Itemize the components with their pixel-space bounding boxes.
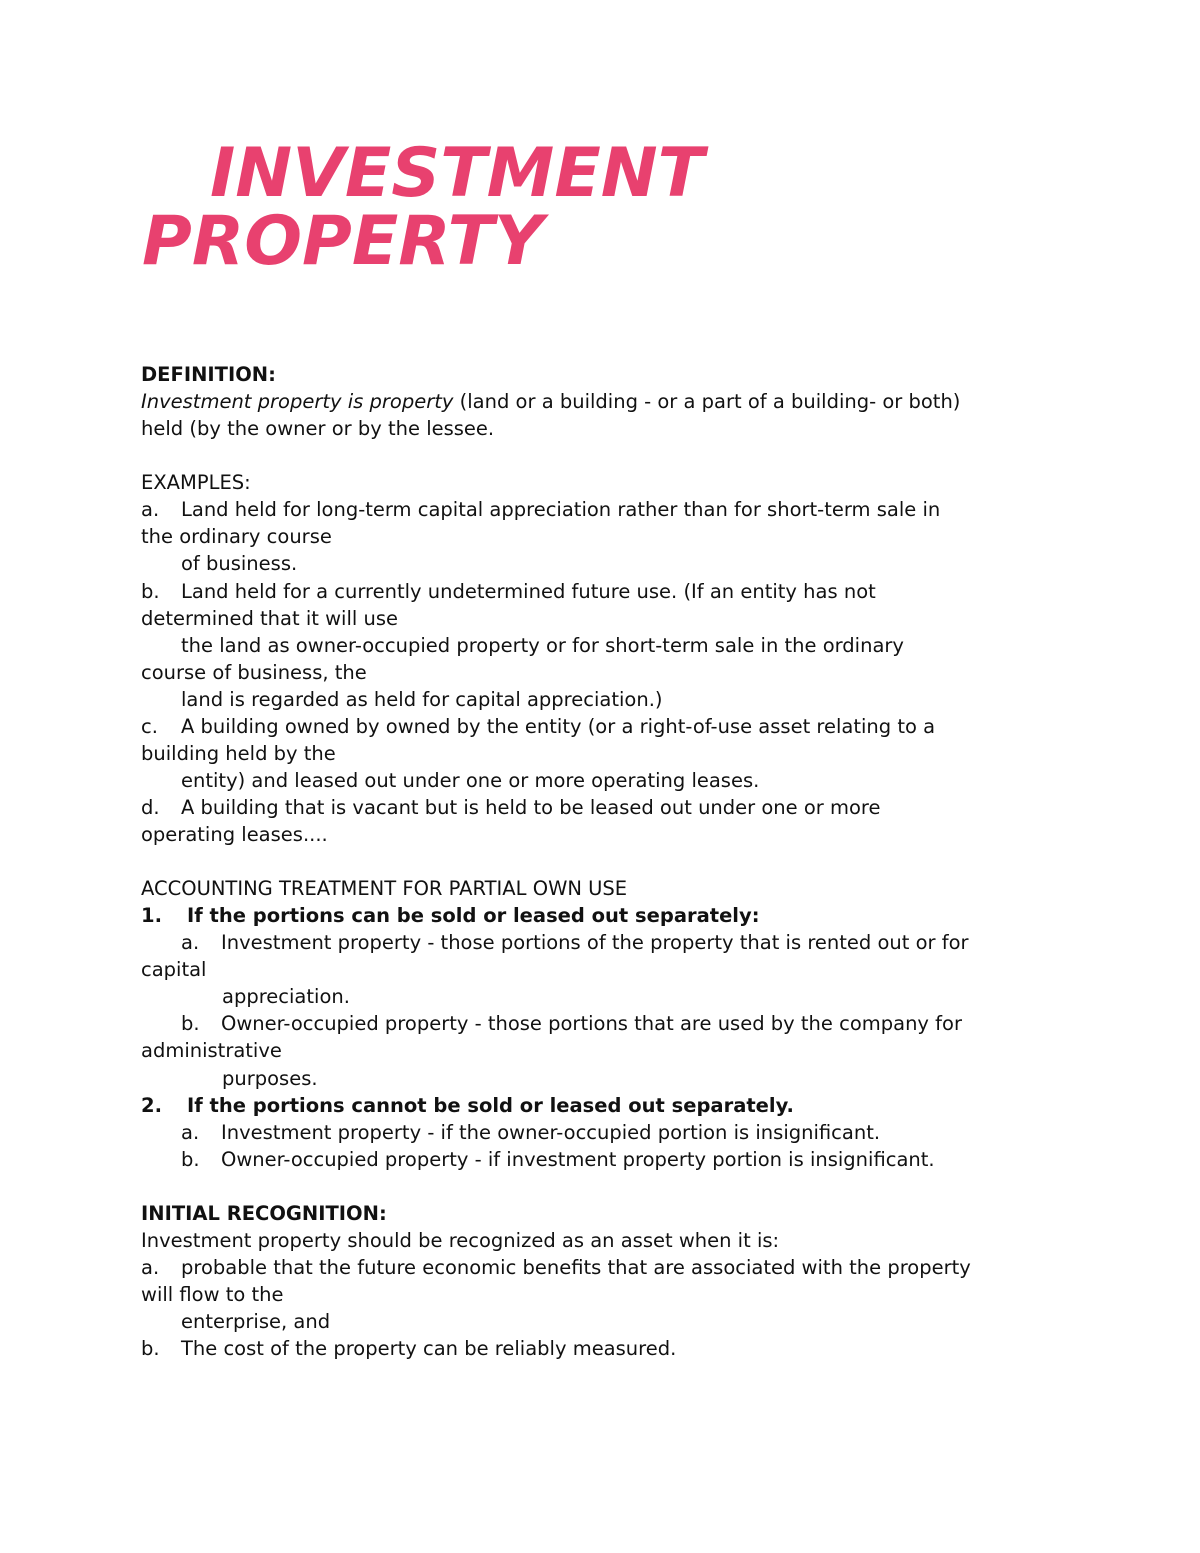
example-item-c-cont: entity) and leased out under one or more operating leases. (181, 769, 760, 792)
initial-recognition-intro: Investment property should be recognized as an asset when it is: (141, 1229, 780, 1252)
accounting-case-1-item-a-cont: appreciation. (222, 985, 350, 1008)
example-item-b-cont: land is regarded as held for capital appreciation.) (181, 688, 663, 711)
list-item-text: Land held for long-term capital appreciation rather than for short-term sale in (181, 498, 941, 521)
definition-heading: DEFINITION: (141, 363, 276, 386)
example-item-c-cont: building held by the (141, 742, 336, 765)
accounting-case-1-item-a-cont: capital (141, 958, 207, 981)
accounting-case-1-item-a (181, 930, 969, 956)
definition-line-1-rest: (land or a building - or a part of a building- or both) (453, 390, 961, 413)
example-item-c (141, 714, 935, 740)
examples-heading: EXAMPLES: (141, 471, 251, 494)
recognition-item-b (141, 1336, 676, 1362)
list-item-text: Investment property - if the owner-occupied portion is insignificant. (221, 1121, 881, 1144)
accounting-case-1-item-b-cont: administrative (141, 1039, 282, 1062)
list-marker: a. (141, 1256, 160, 1279)
list-marker: b. (181, 1012, 200, 1035)
example-item-a-cont: of business. (181, 552, 298, 575)
list-item-text: Investment property - those portions of the property that is rented out or for (221, 931, 969, 954)
accounting-case-1-item-b-cont: purposes. (222, 1067, 318, 1090)
title-line-2: PROPERTY (142, 202, 544, 281)
list-item-text: A building that is vacant but is held to be leased out under one or more (181, 796, 881, 819)
example-item-b-cont: the land as owner-occupied property or for short-term sale in the ordinary (181, 634, 904, 657)
list-marker: 1. (141, 904, 162, 927)
list-marker: b. (181, 1148, 200, 1171)
definition-line-1 (141, 389, 960, 415)
list-marker: d. (141, 796, 160, 819)
accounting-case-1-item-b (181, 1011, 962, 1037)
definition-italic-lead: Investment property is property (141, 390, 454, 413)
recognition-item-a-cont: enterprise, and (181, 1310, 331, 1333)
list-marker: c. (141, 715, 158, 738)
list-item-text: A building owned by owned by the entity (or a right-of-use asset relating to a (181, 715, 936, 738)
definition-line-2: held (by the owner or by the lessee. (141, 417, 495, 440)
example-item-b-cont: determined that it will use (141, 607, 399, 630)
list-item-text: probable that the future economic benefits that are associated with the property (181, 1256, 971, 1279)
list-marker: 2. (141, 1094, 162, 1117)
case-text: If the portions cannot be sold or leased out separately. (187, 1094, 794, 1117)
recognition-item-a-cont: will flow to the (141, 1283, 284, 1306)
example-item-d (141, 795, 881, 821)
example-item-b-cont: course of business, the (141, 661, 367, 684)
accounting-case-2-item-a (181, 1120, 880, 1146)
list-item-text: The cost of the property can be reliably measured. (181, 1337, 677, 1360)
accounting-case-1 (141, 903, 760, 929)
accounting-case-2-item-b (181, 1147, 935, 1173)
page-title (142, 134, 705, 281)
accounting-case-2 (141, 1093, 794, 1119)
list-marker: a. (141, 498, 160, 521)
title-line-1: INVESTMENT (210, 134, 705, 213)
example-item-a-cont: the ordinary course (141, 525, 332, 548)
list-marker: b. (141, 1337, 160, 1360)
list-marker: a. (181, 931, 200, 954)
recognition-item-a (141, 1255, 971, 1281)
initial-recognition-heading: INITIAL RECOGNITION: (141, 1202, 387, 1225)
list-item-text: Owner-occupied property - if investment property portion is insignificant. (221, 1148, 935, 1171)
list-item-text: Owner-occupied property - those portions that are used by the company for (221, 1012, 962, 1035)
case-text: If the portions can be sold or leased out separately: (187, 904, 760, 927)
example-item-a (141, 497, 940, 523)
list-marker: b. (141, 580, 160, 603)
example-item-b (141, 579, 876, 605)
accounting-heading: ACCOUNTING TREATMENT FOR PARTIAL OWN USE (141, 877, 628, 900)
list-marker: a. (181, 1121, 200, 1144)
list-item-text: Land held for a currently undetermined future use. (If an entity has not (181, 580, 876, 603)
example-item-d-cont: operating leases.... (141, 823, 328, 846)
